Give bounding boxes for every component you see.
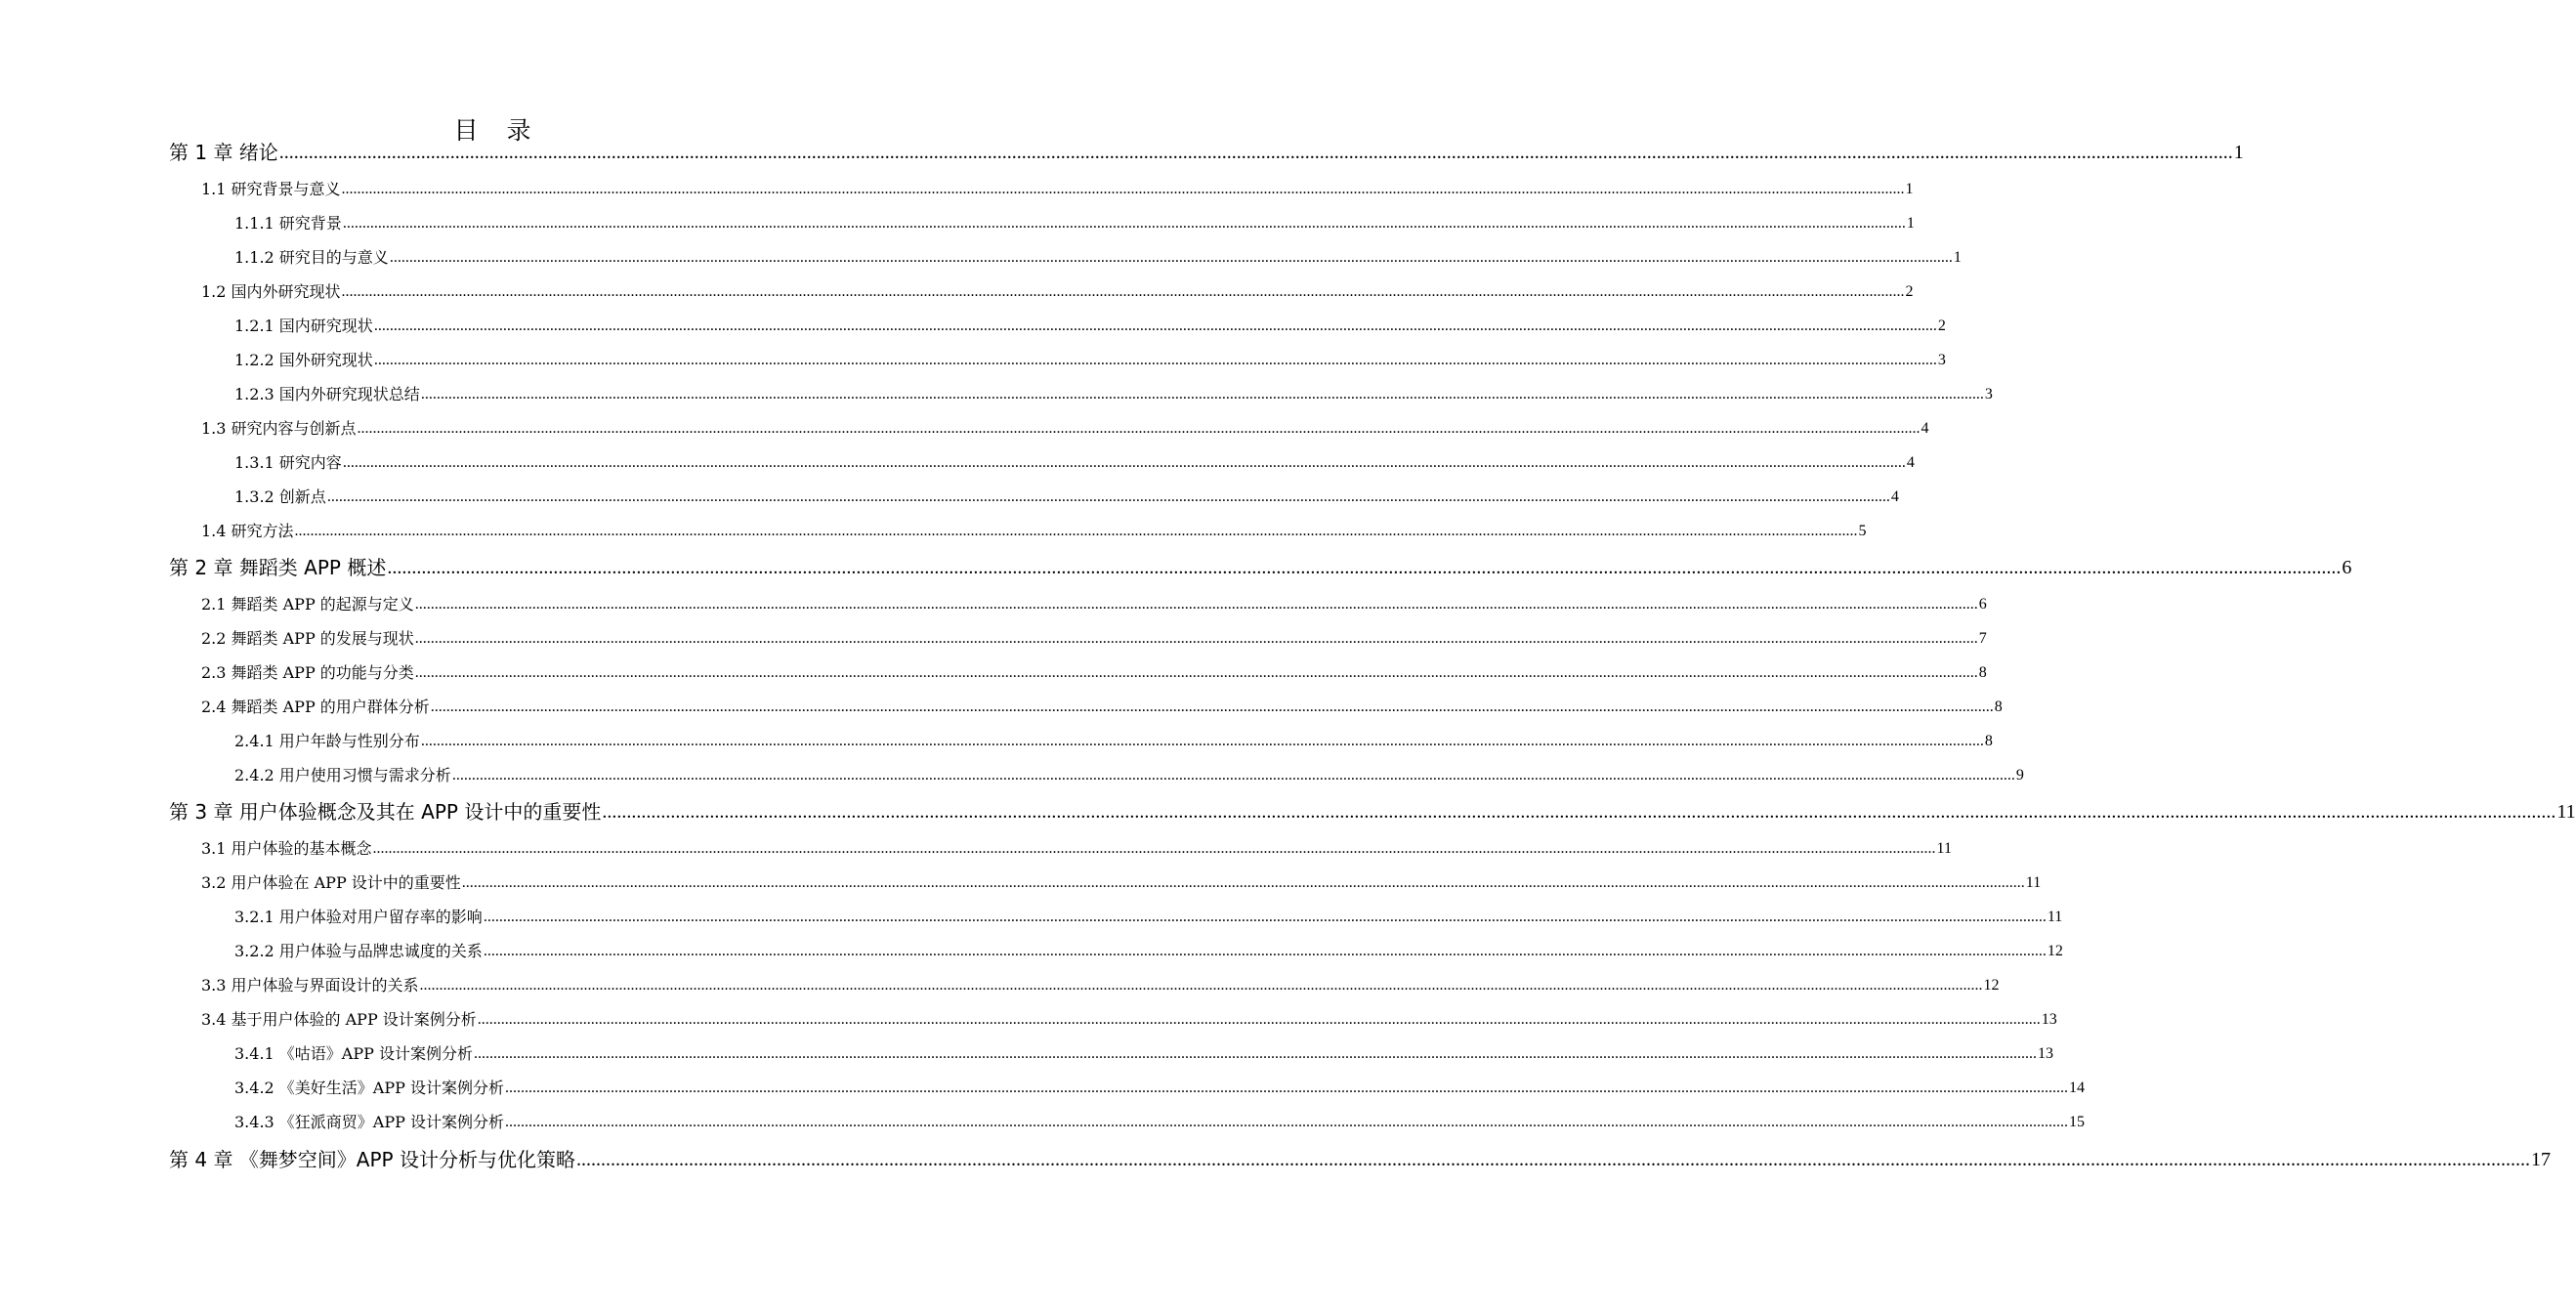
toc-entry-level-2[interactable] (201, 1010, 2057, 1029)
toc-entry-page-number: 5 (1858, 523, 1867, 539)
toc-entry-page-number: 3 (1984, 386, 1993, 402)
toc-entry-level-1[interactable] (169, 556, 2352, 579)
toc-entry-label: 1.2 国内外研究现状 (201, 282, 341, 301)
toc-entry-page-number: 12 (1983, 977, 2000, 994)
toc-entry-label: 2.4.1 用户年龄与性别分布 (234, 732, 420, 750)
toc-entry-level-2[interactable] (201, 595, 1987, 614)
toc-entry-label: 1.2.2 国外研究现状 (234, 351, 373, 369)
toc-entry-level-3[interactable] (234, 453, 1915, 472)
dot-leader: ................................................................................................................................................................................................................................................................................................................................................................................................................ (504, 1114, 2068, 1130)
toc-entry-level-3[interactable] (234, 1113, 2085, 1131)
toc-entry-page-number: 3 (1937, 352, 1946, 368)
dot-leader: ................................................................................................................................................................................................................................................................................................................................................................................................................ (483, 943, 2047, 959)
dot-leader: ................................................................................................................................................................................................................................................................................................................................................................................................................ (430, 699, 1994, 715)
toc-entry-page-number: 14 (2068, 1080, 2085, 1096)
toc-entry-label: 1.1 研究背景与意义 (201, 180, 341, 198)
toc-entry-page-number: 1 (1906, 215, 1915, 232)
toc-entry-page-number: 2 (1905, 283, 1914, 300)
toc-entry-level-1[interactable] (169, 141, 2244, 164)
toc-entry-page-number: 13 (2037, 1045, 2053, 1062)
toc-entry-label: 3.2 用户体验在 APP 设计中的重要性 (201, 873, 461, 892)
toc-entry-level-3[interactable] (234, 942, 2063, 960)
toc-entry-page-number: 11 (2025, 874, 2042, 891)
toc-entry-level-2[interactable] (201, 698, 2003, 716)
toc-entry-label: 3.1 用户体验的基本概念 (201, 839, 372, 858)
dot-leader: ................................................................................................................................................................................................................................................................................................................................................................................................................ (342, 454, 1906, 471)
toc-entry-level-3[interactable] (234, 248, 1962, 267)
toc-entry-level-1[interactable] (169, 800, 2576, 824)
toc-entry-label: 3.2.1 用户体验对用户留存率的影响 (234, 908, 483, 926)
dot-leader: ................................................................................................................................................................................................................................................................................................................................................................................................................ (341, 181, 1905, 197)
toc-entry-level-2[interactable] (201, 282, 1914, 301)
dot-leader: ................................................................................................................................................................................................................................................................................................................................................................................................................ (373, 318, 1937, 334)
toc-entry-label: 3.4 基于用户体验的 APP 设计案例分析 (201, 1010, 477, 1029)
dot-leader: ................................................................................................................................................................................................................................................................................................................................................................................................................ (483, 909, 2047, 925)
toc-entry-page-number: 4 (1906, 454, 1915, 471)
dot-leader: ................................................................................................................................................................................................................................................................................................................................................................................................................ (278, 142, 2233, 163)
toc-entry-label: 1.3.2 创新点 (234, 487, 326, 506)
toc-entry-label: 1.3 研究内容与创新点 (201, 419, 357, 438)
dot-leader: ................................................................................................................................................................................................................................................................................................................................................................................................................ (504, 1080, 2068, 1096)
toc-entry-level-3[interactable] (234, 317, 1946, 335)
dot-leader: ................................................................................................................................................................................................................................................................................................................................................................................................................ (420, 386, 1984, 402)
dot-leader: ................................................................................................................................................................................................................................................................................................................................................................................................................ (419, 977, 1983, 994)
toc-entry-page-number: 9 (2015, 767, 2024, 784)
dot-leader: ................................................................................................................................................................................................................................................................................................................................................................................................................ (575, 1149, 2530, 1170)
toc-entry-label: 1.1.2 研究目的与意义 (234, 248, 389, 267)
toc-entry-level-1[interactable] (169, 1148, 2551, 1171)
toc-entry-label: 1.4 研究方法 (201, 522, 294, 540)
toc-entry-page-number: 7 (1978, 630, 1987, 647)
toc-entry-page-number: 1 (2233, 142, 2244, 163)
toc-entry-level-2[interactable] (201, 663, 1987, 682)
toc-entry-page-number: 8 (1978, 664, 1987, 681)
dot-leader: ................................................................................................................................................................................................................................................................................................................................................................................................................ (477, 1011, 2041, 1028)
toc-entry-label: 3.4.1 《咕语》APP 设计案例分析 (234, 1044, 473, 1063)
dot-leader: ................................................................................................................................................................................................................................................................................................................................................................................................................ (602, 801, 2556, 823)
toc-entry-level-3[interactable] (234, 908, 2063, 926)
toc-entry-page-number: 1 (1905, 181, 1914, 197)
toc-entry-level-3[interactable] (234, 385, 1993, 403)
toc-entry-label: 2.4 舞蹈类 APP 的用户群体分析 (201, 698, 430, 716)
toc-entry-label: 2.2 舞蹈类 APP 的发展与现状 (201, 629, 414, 648)
toc-entry-page-number: 2 (1937, 318, 1946, 334)
toc-entry-page-number: 12 (2047, 943, 2063, 959)
toc-entry-level-2[interactable] (201, 522, 1867, 540)
toc-entry-page-number: 8 (1994, 699, 2003, 715)
toc-entry-label: 2.3 舞蹈类 APP 的功能与分类 (201, 663, 414, 682)
toc-entry-page-number: 11 (1936, 840, 1952, 857)
toc-entry-level-3[interactable] (234, 766, 2024, 784)
toc-entry-page-number: 1 (1953, 249, 1962, 266)
toc-title: 目 录 (453, 116, 533, 145)
dot-leader: ................................................................................................................................................................................................................................................................................................................................................................................................................ (461, 874, 2025, 891)
toc-entry-level-3[interactable] (234, 487, 1899, 506)
dot-leader: ................................................................................................................................................................................................................................................................................................................................................................................................................ (372, 840, 1936, 857)
dot-leader: ................................................................................................................................................................................................................................................................................................................................................................................................................ (451, 767, 2015, 784)
toc-entry-page-number: 15 (2068, 1114, 2085, 1130)
toc-entry-page-number: 6 (1978, 596, 1987, 613)
toc-entry-label: 3.4.3 《狂派商贸》APP 设计案例分析 (234, 1113, 504, 1131)
dot-leader: ................................................................................................................................................................................................................................................................................................................................................................................................................ (473, 1045, 2037, 1062)
dot-leader: ................................................................................................................................................................................................................................................................................................................................................................................................................ (357, 420, 1921, 437)
toc-entry-label: 1.2.3 国内外研究现状总结 (234, 385, 420, 403)
toc-entry-level-3[interactable] (234, 214, 1915, 233)
toc-entry-level-3[interactable] (234, 351, 1946, 369)
toc-entry-label: 3.4.2 《美好生活》APP 设计案例分析 (234, 1079, 504, 1097)
toc-entry-level-2[interactable] (201, 976, 2000, 995)
dot-leader: ................................................................................................................................................................................................................................................................................................................................................................................................................ (414, 664, 1978, 681)
dot-leader: ................................................................................................................................................................................................................................................................................................................................................................................................................ (294, 523, 1858, 539)
dot-leader: ................................................................................................................................................................................................................................................................................................................................................................................................................ (341, 283, 1905, 300)
dot-leader: ................................................................................................................................................................................................................................................................................................................................................................................................................ (326, 488, 1890, 505)
toc-entry-label: 第 4 章 《舞梦空间》APP 设计分析与优化策略 (169, 1148, 575, 1171)
toc-entry-page-number: 6 (2342, 557, 2352, 578)
toc-entry-page-number: 17 (2530, 1149, 2551, 1170)
toc-entry-page-number: 4 (1890, 488, 1899, 505)
toc-entry-page-number: 11 (2047, 909, 2063, 925)
toc-entry-level-2[interactable] (201, 629, 1987, 648)
toc-entry-level-2[interactable] (201, 839, 1952, 858)
toc-entry-label: 第 2 章 舞蹈类 APP 概述 (169, 556, 387, 579)
toc-entry-level-3[interactable] (234, 1044, 2053, 1063)
toc-entry-label: 1.2.1 国内研究现状 (234, 317, 373, 335)
dot-leader: ................................................................................................................................................................................................................................................................................................................................................................................................................ (373, 352, 1937, 368)
toc-entry-label: 第 3 章 用户体验概念及其在 APP 设计中的重要性 (169, 800, 602, 824)
toc-entry-level-2[interactable] (201, 419, 1929, 438)
dot-leader: ................................................................................................................................................................................................................................................................................................................................................................................................................ (389, 249, 1953, 266)
toc-entry-label: 3.3 用户体验与界面设计的关系 (201, 976, 419, 995)
toc-entry-label: 1.3.1 研究内容 (234, 453, 342, 472)
toc-entry-page-number: 11 (2556, 801, 2576, 823)
toc-entry-label: 2.4.2 用户使用习惯与需求分析 (234, 766, 451, 784)
dot-leader: ................................................................................................................................................................................................................................................................................................................................................................................................................ (342, 215, 1906, 232)
toc-entry-label: 第 1 章 绪论 (169, 141, 278, 164)
dot-leader: ................................................................................................................................................................................................................................................................................................................................................................................................................ (420, 733, 1984, 749)
toc-entry-page-number: 13 (2041, 1011, 2057, 1028)
toc-entry-page-number: 4 (1921, 420, 1929, 437)
dot-leader: ................................................................................................................................................................................................................................................................................................................................................................................................................ (414, 630, 1978, 647)
toc-entry-level-3[interactable] (234, 732, 1993, 750)
toc-entry-level-2[interactable] (201, 873, 2042, 892)
toc-entry-page-number: 8 (1984, 733, 1993, 749)
toc-entry-label: 1.1.1 研究背景 (234, 214, 342, 233)
toc-entry-label: 3.2.2 用户体验与品牌忠诚度的关系 (234, 942, 483, 960)
toc-entry-label: 2.1 舞蹈类 APP 的起源与定义 (201, 595, 414, 614)
toc-entry-level-2[interactable] (201, 180, 1914, 198)
dot-leader: ................................................................................................................................................................................................................................................................................................................................................................................................................ (414, 596, 1978, 613)
dot-leader: ................................................................................................................................................................................................................................................................................................................................................................................................................ (387, 557, 2342, 578)
toc-entry-level-3[interactable] (234, 1079, 2085, 1097)
